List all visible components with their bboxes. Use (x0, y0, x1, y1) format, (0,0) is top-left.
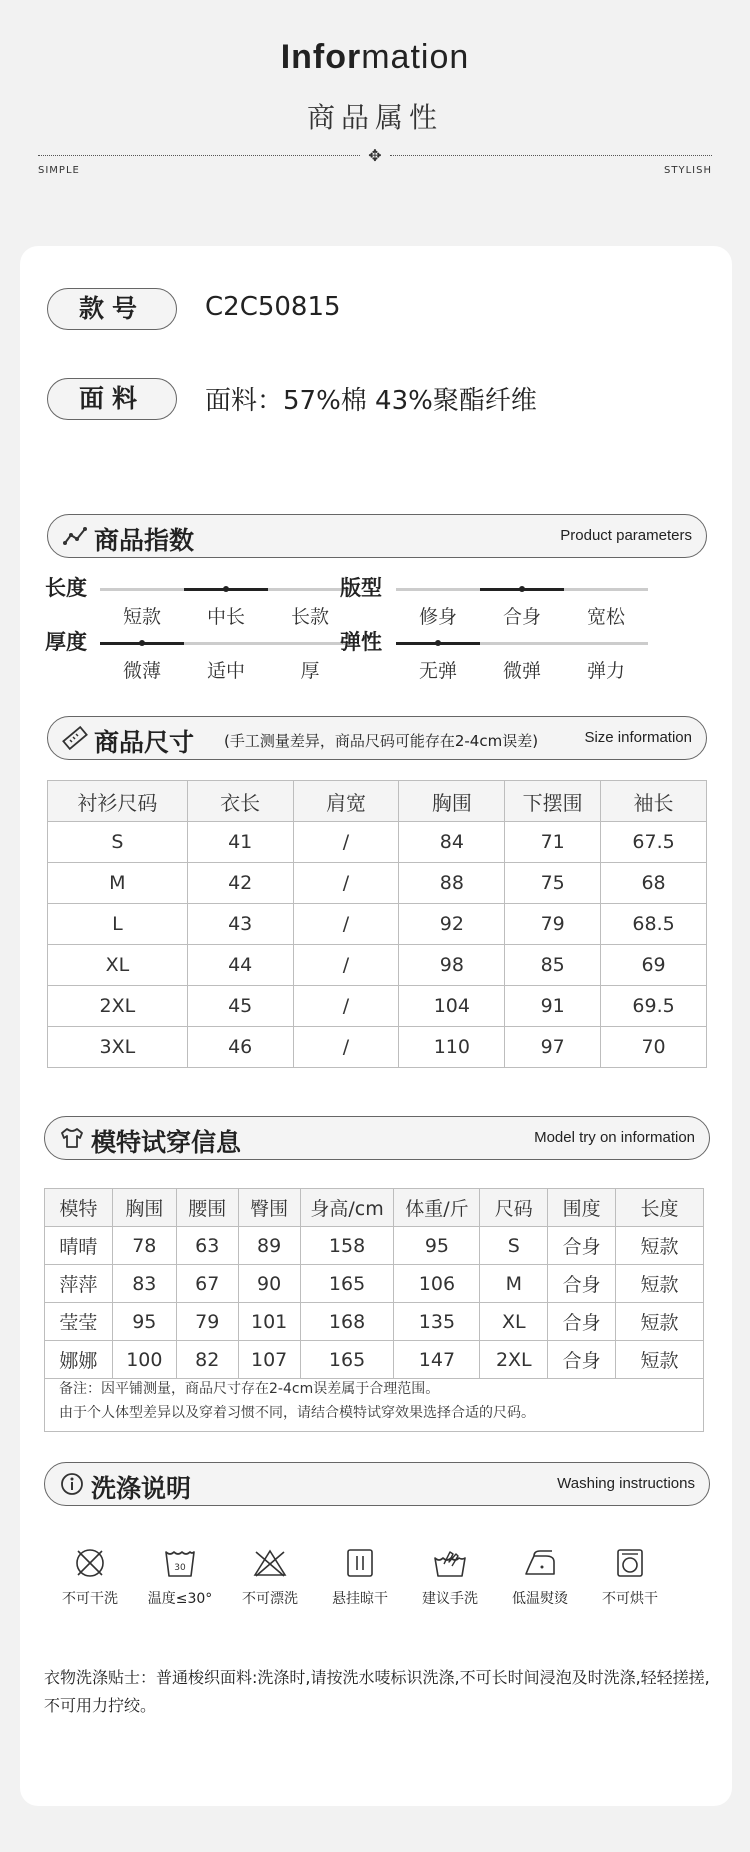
size-table-cell: 3XL (48, 1027, 188, 1068)
size-table (47, 780, 707, 1068)
model-table-cell: 短款 (616, 1341, 704, 1379)
no-bleach-icon (252, 1546, 288, 1580)
no-tumble-dry-icon (612, 1546, 648, 1580)
size-table-header-cell: 衬衫尺码 (48, 781, 188, 822)
index-label: 版型 (340, 576, 382, 600)
product-index-title: 商品指数 (94, 526, 195, 555)
model-table-cell: S (480, 1227, 548, 1265)
size-table-cell: 68 (601, 863, 707, 904)
size-table-row (48, 822, 707, 863)
washing-tips: 衣物洗涤贴士：普通梭织面料:洗涤时,请按洗水唛标识洗涤,不可长时间浸泡及时洗涤,轻轻搓搓,不可用力拧绞。 (44, 1668, 710, 1715)
model-table-cell: 短款 (616, 1227, 704, 1265)
size-table-header-cell: 肩宽 (293, 781, 399, 822)
product-index-title-en: Product parameters (560, 527, 692, 544)
size-table-cell: 68.5 (601, 904, 707, 945)
size-table-cell: / (293, 904, 399, 945)
size-table-header-cell: 胸围 (399, 781, 505, 822)
index-option: 短款 (122, 606, 161, 628)
size-table-cell: 70 (601, 1027, 707, 1068)
header-left-word: SIMPLE (38, 165, 80, 176)
model-table-cell: 95 (112, 1303, 176, 1341)
wash-section-title-en: Washing instructions (557, 1475, 695, 1492)
header-divider-right (390, 155, 712, 156)
model-table (44, 1188, 704, 1379)
model-table-header-cell: 长度 (616, 1189, 704, 1227)
size-table-cell: / (293, 822, 399, 863)
model-table-cell: 106 (394, 1265, 480, 1303)
size-table-header-cell: 衣长 (187, 781, 293, 822)
model-table-row (45, 1303, 704, 1341)
info-icon (59, 1471, 85, 1497)
style-number-label: 款号 (47, 288, 177, 330)
model-table-cell: 合身 (548, 1227, 616, 1265)
size-table-cell: 43 (187, 904, 293, 945)
size-table-cell: 67.5 (601, 822, 707, 863)
size-table-cell: 104 (399, 986, 505, 1027)
model-table-header-cell: 臀围 (238, 1189, 300, 1227)
model-table-cell: 107 (238, 1341, 300, 1379)
size-table-cell: 84 (399, 822, 505, 863)
index-option: 弹力 (586, 660, 625, 682)
wash-item-low-iron (500, 1546, 580, 1608)
size-table-cell: 71 (505, 822, 601, 863)
size-table-cell: 88 (399, 863, 505, 904)
wash-label: 不可烘干 (602, 1591, 658, 1607)
size-table-cell: / (293, 945, 399, 986)
model-table-header-cell: 身高/cm (300, 1189, 394, 1227)
hang-dry-icon (342, 1546, 378, 1580)
size-table-row (48, 986, 707, 1027)
size-table-cell: 46 (187, 1027, 293, 1068)
size-table-cell: 45 (187, 986, 293, 1027)
model-table-row (45, 1265, 704, 1303)
page-header (0, 0, 750, 240)
model-table-cell: 82 (176, 1341, 238, 1379)
index-scale-marker (435, 640, 441, 646)
wash-label: 不可漂洗 (242, 1591, 298, 1607)
model-table-cell: 90 (238, 1265, 300, 1303)
size-table-cell: M (48, 863, 188, 904)
tshirt-icon (59, 1125, 85, 1151)
model-table-cell: 合身 (548, 1303, 616, 1341)
size-table-cell: 91 (505, 986, 601, 1027)
size-table-row (48, 863, 707, 904)
size-table-cell: S (48, 822, 188, 863)
model-table-cell: 短款 (616, 1265, 704, 1303)
index-label: 长度 (45, 576, 87, 600)
trend-line-icon (62, 523, 88, 549)
index-label: 厚度 (45, 630, 87, 654)
wash-item-no-bleach (230, 1546, 310, 1608)
index-scale-marker (519, 586, 525, 592)
size-table-header-cell: 袖长 (601, 781, 707, 822)
ruler-icon (62, 725, 88, 751)
model-note-line-2: 由于个人体型差异以及穿着习惯不同，请结合模特试穿效果选择合适的尺码。 (59, 1405, 535, 1421)
model-note-line-1: 备注：因平铺测量，商品尺寸存在2-4cm误差属于合理范围。 (59, 1381, 440, 1397)
size-section-title-en: Size information (584, 729, 692, 746)
model-table-cell: 合身 (548, 1265, 616, 1303)
index-option: 长款 (290, 606, 329, 628)
size-table-cell: 92 (399, 904, 505, 945)
size-section-title: 商品尺寸 (94, 728, 195, 757)
size-table-cell: 98 (399, 945, 505, 986)
size-table-cell: 79 (505, 904, 601, 945)
model-section-header (44, 1116, 710, 1160)
index-option: 微弹 (502, 660, 541, 682)
index-option: 无弹 (418, 660, 457, 682)
wash-label: 不可干洗 (62, 1591, 118, 1607)
size-table-cell: L (48, 904, 188, 945)
size-table-cell: 85 (505, 945, 601, 986)
model-table-cell: 168 (300, 1303, 394, 1341)
index-option: 微薄 (122, 660, 161, 682)
style-number-value: C2C50815 (205, 292, 341, 322)
wash-item-hang-dry (320, 1546, 400, 1608)
wash-label: 低温熨烫 (512, 1591, 568, 1607)
size-table-cell: / (293, 1027, 399, 1068)
model-table-cell: 135 (394, 1303, 480, 1341)
size-table-header-row (48, 781, 707, 822)
wash-item-hand-wash (410, 1546, 490, 1608)
model-table-header-cell: 体重/斤 (394, 1189, 480, 1227)
model-table-cell: XL (480, 1303, 548, 1341)
index-option: 宽松 (586, 606, 625, 628)
model-table-header-row (45, 1189, 704, 1227)
model-note (44, 1372, 704, 1432)
index-scale (100, 642, 352, 645)
model-table-header-cell: 腰围 (176, 1189, 238, 1227)
model-table-header-cell: 尺码 (480, 1189, 548, 1227)
size-table-cell: 69 (601, 945, 707, 986)
model-table-cell: 2XL (480, 1341, 548, 1379)
size-table-cell: XL (48, 945, 188, 986)
model-table-cell: 合身 (548, 1341, 616, 1379)
product-index-header (47, 514, 707, 558)
index-option: 适中 (206, 660, 245, 682)
size-table-header-cell: 下摆围 (505, 781, 601, 822)
model-table-cell: 莹莹 (45, 1303, 113, 1341)
size-table-row (48, 945, 707, 986)
header-title: Information (280, 38, 470, 76)
model-table-cell: 78 (112, 1227, 176, 1265)
model-table-cell: 100 (112, 1341, 176, 1379)
model-table-header-cell: 胸围 (112, 1189, 176, 1227)
size-table-cell: / (293, 863, 399, 904)
model-table-cell: M (480, 1265, 548, 1303)
model-table-cell: 63 (176, 1227, 238, 1265)
model-table-cell: 147 (394, 1341, 480, 1379)
model-table-cell: 短款 (616, 1303, 704, 1341)
header-divider-left (38, 155, 360, 156)
header-right-word: STYLISH (664, 165, 712, 176)
index-option: 合身 (502, 606, 541, 628)
index-option: 中长 (206, 606, 245, 628)
model-table-header-cell: 围度 (548, 1189, 616, 1227)
model-table-cell: 晴晴 (45, 1227, 113, 1265)
model-table-cell: 83 (112, 1265, 176, 1303)
size-table-cell: 41 (187, 822, 293, 863)
wash-item-no-dry-clean (50, 1546, 130, 1608)
wash-label: 悬挂晾干 (332, 1591, 388, 1607)
size-table-cell: 69.5 (601, 986, 707, 1027)
model-table-cell: 165 (300, 1265, 394, 1303)
hand-wash-icon (432, 1546, 468, 1580)
wash-label: 建议手洗 (422, 1591, 478, 1607)
model-table-header-cell: 模特 (45, 1189, 113, 1227)
model-table-cell: 79 (176, 1303, 238, 1341)
low-iron-icon (522, 1546, 558, 1580)
model-table-cell: 89 (238, 1227, 300, 1265)
model-table-row (45, 1227, 704, 1265)
size-table-cell: 97 (505, 1027, 601, 1068)
size-table-row (48, 904, 707, 945)
wash-item-temperature (140, 1546, 220, 1608)
wash-label: 温度≤30° (147, 1591, 213, 1607)
size-table-cell: / (293, 986, 399, 1027)
model-table-cell: 101 (238, 1303, 300, 1341)
index-scale-marker (223, 586, 229, 592)
wash-item-no-tumble-dry (590, 1546, 670, 1608)
model-table-cell: 158 (300, 1227, 394, 1265)
model-table-cell: 萍萍 (45, 1265, 113, 1303)
model-table-cell: 165 (300, 1341, 394, 1379)
size-section-note: (手工测量差异，商品尺码可能存在2-4cm误差) (224, 732, 539, 750)
no-dry-clean-icon (72, 1546, 108, 1580)
size-table-cell: 2XL (48, 986, 188, 1027)
index-label: 弹性 (340, 630, 382, 654)
model-section-title-en: Model try on information (534, 1129, 695, 1146)
index-option: 修身 (418, 606, 457, 628)
size-table-row (48, 1027, 707, 1068)
size-table-cell: 42 (187, 863, 293, 904)
model-table-cell: 95 (394, 1227, 480, 1265)
wash-section-header (44, 1462, 710, 1506)
size-section-header (47, 716, 707, 760)
index-scale-marker (139, 640, 145, 646)
index-scale (396, 642, 648, 645)
wash-section-title: 洗涤说明 (91, 1474, 192, 1503)
cross-ornament-icon: ✥ (368, 146, 382, 165)
fabric-label: 面料 (47, 378, 177, 420)
index-option: 厚 (300, 660, 320, 682)
fabric-value: 面料：57%棉 43%聚酯纤维 (205, 386, 537, 416)
info-card (20, 246, 732, 1806)
wash-30-icon (162, 1546, 198, 1580)
size-table-cell: 44 (187, 945, 293, 986)
model-section-title: 模特试穿信息 (91, 1128, 242, 1157)
index-scale (396, 588, 648, 591)
wash-temp-text: 30 (174, 1563, 186, 1573)
header-subtitle: 商品属性 (306, 101, 443, 134)
size-table-cell: 110 (399, 1027, 505, 1068)
index-scale (100, 588, 352, 591)
model-table-cell: 娜娜 (45, 1341, 113, 1379)
model-table-cell: 67 (176, 1265, 238, 1303)
size-table-cell: 75 (505, 863, 601, 904)
